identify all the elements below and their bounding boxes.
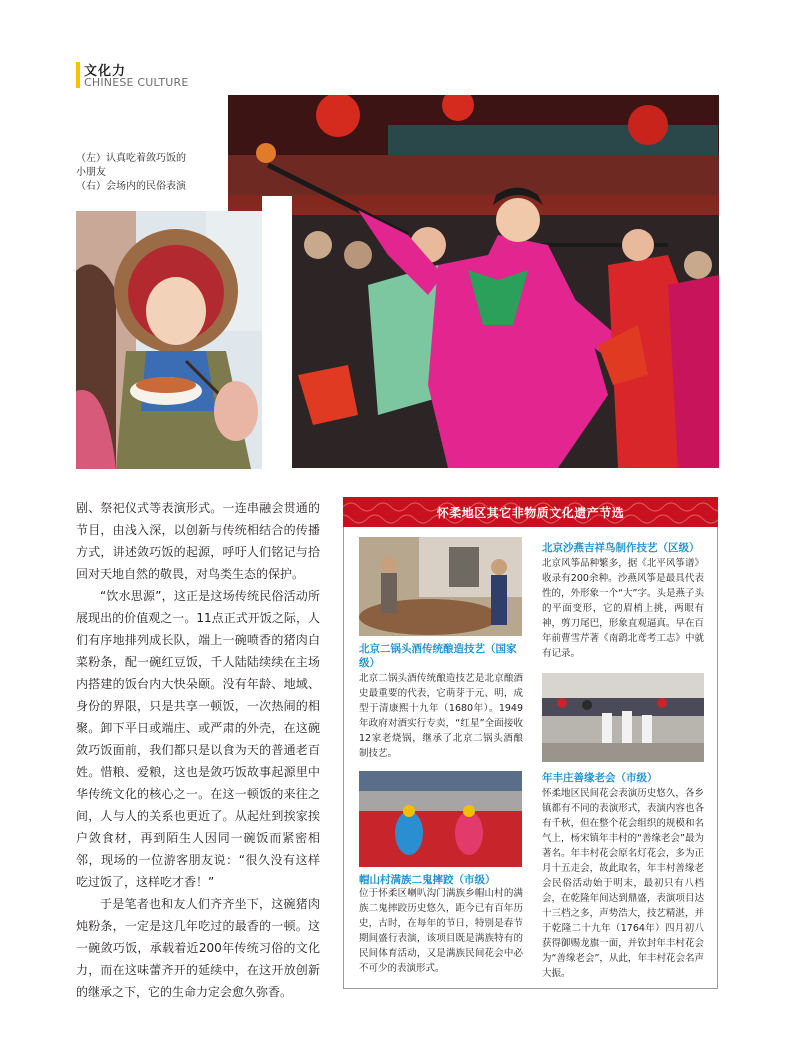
item-body: 怀柔地区民间花会表演历史悠久，各乡镇都有不同的表演形式，表演内容也各有千秋，但在整个花会组织的规模和名气上，杨宋镇年丰村的“善缘老会”最为著名。年丰村花会原名灯花会，多为正月十五走会，故此取名，年丰村善缘老会民俗活动始于明末，最初只有八档会，在乾隆年间达到鼎盛，表演项目达十三档之多，声势浩大，技艺精湛，并于乾隆二十九年（1764年）四月初八获得御赐龙旗一面，并钦封年丰村花会为“善缘老会”，从此，年丰村花会名声大振。: [542, 788, 704, 979]
item-heading: 北京沙燕吉祥鸟制作技艺（区级）: [542, 542, 700, 554]
article-paragraph: 剧、祭祀仪式等表演形式。一连串融会贯通的节目，由浅入深，以创新与传统相结合的传播方式，讲述敛巧饭的起源，呼吁人们铭记与拾回对天地自然的敬畏，对鸟类生态的保护。: [76, 501, 320, 581]
item-body: 北京二锅头酒传统酿造技艺是北京酿酒史最重要的代表，它萌芽于元、明，成型于清康熙十九年（1680年）。1949年政府对酒实行专卖，“红星”全面接收12家老烧锅，继承了北京二锅头酒酿制技艺。: [359, 673, 523, 759]
article-paragraph: 于是笔者也和友人们齐齐坐下，这碗猪肉炖粉条，一定是这几年吃过的最香的一顿。这一碗敛巧饭，承载着近200年传统习俗的文化力，而在这味蕾齐开的延续中，在这开放创新的继承之下，它的生命力定会愈久弥香。: [76, 897, 320, 999]
article-body: [76, 497, 320, 1003]
section-title-en: CHINESE CULTURE: [84, 76, 189, 89]
caption-line-right: （右）会场内的民俗表演: [76, 181, 186, 192]
item-body: 位于怀柔区喇叭沟门满族乡帽山村的满族二鬼摔跤历史悠久，距今已有百年历史，古时，在每年的节日，特别是春节期间盛行表演，该项目既是满族特有的民间体育活动，又是满族民间花会中必不可少的表演形式。: [359, 888, 523, 974]
section-title-cn: 文化力: [84, 64, 127, 79]
child-eating-photo: [76, 211, 280, 469]
item-heading: 年丰庄善缘老会（市级）: [542, 772, 658, 784]
item-heading: 北京二锅头酒传统酿造技艺（国家级）: [359, 643, 517, 669]
sidebox-title: 怀柔地区其它非物质文化遗产节选: [436, 506, 625, 520]
photo-divider: [262, 196, 292, 471]
section-accent-bar: [76, 62, 80, 88]
wrestling-photo: [359, 771, 522, 867]
caption-line-left: （左）认真吃着敛巧饭的: [76, 153, 186, 164]
article-paragraph: “饮水思源”，这正是这场传统民俗活动所展现出的价值观之一。11点正式开饭之际，人们有序地排列成长队，端上一碗喷香的猪肉白菜粉条，配一碗红豆饭，千人陆陆续续在主场内搭建的饭台内大快朵颐。没有年龄、地域、身份的界限，只是共享一顿饭，一次热闹的相聚。卸下平日或端庄、或严肃的外壳，在这碗敛巧饭面前，我们都只是以食为天的普通老百姓。惜粮、爱粮，这也是敛巧饭故事起源里中华传统文化的核心之一。在这一顿饭的来往之间，人与人的关系也更近了。从起灶到挨家挨户敛食材，再到陌生人因同一碗饭而紧密相邻，现场的一位游客朋友说：“很久没有这样吃过饭了，这样吃才香！”: [76, 589, 320, 889]
item-heading: 帽山村满族二鬼摔跤（市级）: [359, 874, 496, 886]
brewing-photo: [359, 537, 522, 636]
folk-fair-photo: [542, 673, 704, 762]
caption-line-left-cont: 小朋友: [76, 167, 106, 178]
photo-caption: [76, 152, 226, 194]
folk-performance-photo: [228, 95, 719, 468]
item-body: 北京风筝品种繁多，据《北平风筝谱》收录有200余种。沙燕风筝是最具代表性的，外形象一个“大”字。头是燕子头的平面变形，它的眉梢上挑，两眼有神，剪刀尾巴，形象直观逼真。早在百年前曹雪芹著《南鹞北鸢考工志》中就有记录。: [542, 558, 704, 659]
